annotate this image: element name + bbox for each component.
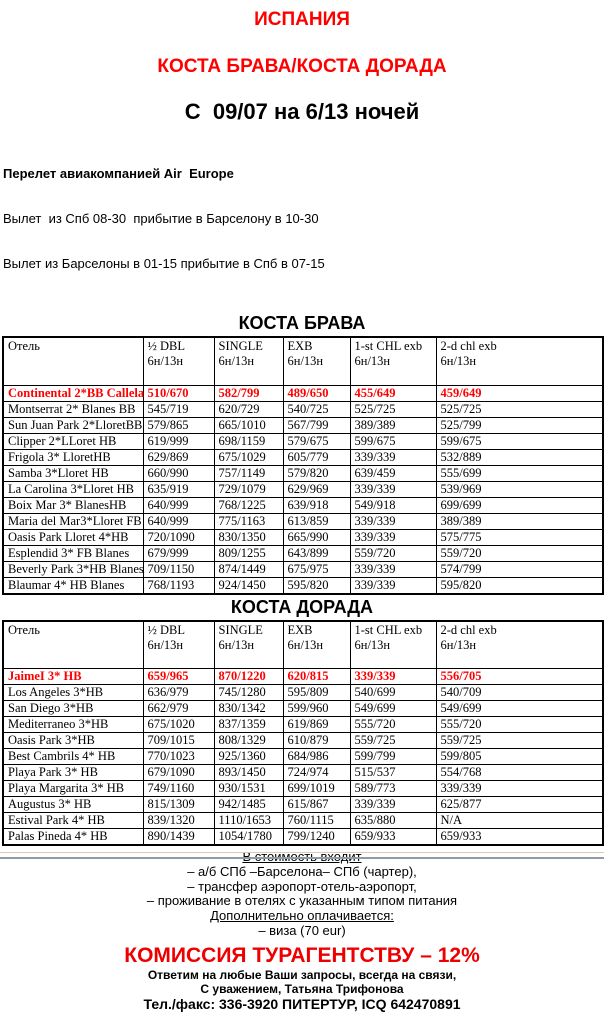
column-header: EXB 6н/13н bbox=[283, 337, 350, 385]
hotel-name-cell: Maria del Mar3*Lloret FB bbox=[3, 513, 143, 529]
price-cell: 556/705 bbox=[436, 669, 603, 685]
window-edge-line bbox=[0, 857, 604, 859]
hotel-name-cell: Oasis Park Lloret 4*HB bbox=[3, 529, 143, 545]
price-cell: 555/720 bbox=[436, 717, 603, 733]
price-cell: 599/960 bbox=[283, 701, 350, 717]
price-cell: 540/709 bbox=[436, 685, 603, 701]
price-cell: 605/779 bbox=[283, 449, 350, 465]
table-row bbox=[3, 449, 603, 465]
price-cell: 339/339 bbox=[350, 529, 436, 545]
hotel-name-cell: Esplendid 3* FB Blanes bbox=[3, 545, 143, 561]
table-row bbox=[3, 545, 603, 561]
price-cell: 389/389 bbox=[436, 513, 603, 529]
price-cell: 599/799 bbox=[350, 749, 436, 765]
table-row bbox=[3, 685, 603, 701]
price-cell: 635/919 bbox=[143, 481, 214, 497]
price-cell: 709/1150 bbox=[143, 561, 214, 577]
price-cell: 339/339 bbox=[350, 481, 436, 497]
price-cell: 599/675 bbox=[436, 433, 603, 449]
hotel-name-cell: Montserrat 2* Blanes BB bbox=[3, 401, 143, 417]
table-row bbox=[3, 401, 603, 417]
price-cell: 679/1090 bbox=[143, 765, 214, 781]
price-cell: 640/999 bbox=[143, 497, 214, 513]
price-cell: 629/969 bbox=[283, 481, 350, 497]
table-row bbox=[3, 577, 603, 594]
price-cell: 679/999 bbox=[143, 545, 214, 561]
region-title: КОСТА БРАВА/КОСТА ДОРАДА bbox=[157, 56, 447, 77]
price-cell: 757/1149 bbox=[214, 465, 283, 481]
inclusion-item: – трансфер аэропорт-отель-аэропорт, bbox=[187, 878, 417, 894]
costa-brava-table bbox=[2, 336, 604, 595]
column-header: ½ DBL 6н/13н bbox=[143, 337, 214, 385]
column-header: SINGLE 6н/13н bbox=[214, 621, 283, 669]
table-row bbox=[3, 765, 603, 781]
price-cell: 768/1225 bbox=[214, 497, 283, 513]
price-cell: 698/1159 bbox=[214, 433, 283, 449]
price-cell: 455/649 bbox=[350, 385, 436, 401]
price-cell: 549/699 bbox=[350, 701, 436, 717]
table-row bbox=[3, 733, 603, 749]
price-cell: 808/1329 bbox=[214, 733, 283, 749]
hotel-name-cell: Clipper 2*LLoret HB bbox=[3, 433, 143, 449]
price-cell: 540/699 bbox=[350, 685, 436, 701]
price-cell: 925/1360 bbox=[214, 749, 283, 765]
contact-signature: С уважением, Татьяна Трифонова bbox=[200, 981, 404, 996]
table-row bbox=[3, 513, 603, 529]
price-cell: 339/339 bbox=[350, 577, 436, 594]
column-header: SINGLE 6н/13н bbox=[214, 337, 283, 385]
price-cell: 559/720 bbox=[436, 545, 603, 561]
price-cell: 554/768 bbox=[436, 765, 603, 781]
table-header-row bbox=[3, 621, 603, 669]
price-cell: N/A bbox=[436, 813, 603, 829]
price-cell: 532/889 bbox=[436, 449, 603, 465]
price-cell: 662/979 bbox=[143, 701, 214, 717]
hotel-name-cell: Sun Juan Park 2*LloretBB bbox=[3, 417, 143, 433]
column-header: 1-st CHL exb 6н/13н bbox=[350, 621, 436, 669]
price-cell: 613/859 bbox=[283, 513, 350, 529]
costa-dorada-heading: КОСТА ДОРАДА bbox=[230, 596, 374, 617]
price-cell: 665/1010 bbox=[214, 417, 283, 433]
price-cell: 389/389 bbox=[350, 417, 436, 433]
hotel-name-cell: Best Cambrils 4* HB bbox=[3, 749, 143, 765]
dates-title: С 09/07 на 6/13 ночей bbox=[184, 99, 420, 124]
table-row bbox=[3, 701, 603, 717]
hotel-name-cell: Oasis Park 3*HB bbox=[3, 733, 143, 749]
airline-line: Перелет авиакомпанией Air Europe bbox=[3, 166, 234, 181]
price-cell: 643/899 bbox=[283, 545, 350, 561]
hotel-name-cell: Boix Mar 3* BlanesHB bbox=[3, 497, 143, 513]
price-cell: 619/999 bbox=[143, 433, 214, 449]
price-cell: 595/820 bbox=[436, 577, 603, 594]
table-row bbox=[3, 529, 603, 545]
price-cell: 684/986 bbox=[283, 749, 350, 765]
price-cell: 745/1280 bbox=[214, 685, 283, 701]
price-cell: 749/1160 bbox=[143, 781, 214, 797]
hotel-name-cell: Mediterraneo 3*HB bbox=[3, 717, 143, 733]
hotel-name-cell: Palas Pineda 4* HB bbox=[3, 829, 143, 846]
price-cell: 830/1342 bbox=[214, 701, 283, 717]
inclusion-item: – а/б СПб –Барселона– СПб (чартер), bbox=[187, 863, 417, 879]
column-header: Отель bbox=[3, 621, 143, 669]
hotel-name-cell: La Carolina 3*Lloret HB bbox=[3, 481, 143, 497]
price-cell: 1110/1653 bbox=[214, 813, 283, 829]
table-row bbox=[3, 717, 603, 733]
price-cell: 830/1350 bbox=[214, 529, 283, 545]
hotel-name-cell: Beverly Park 3*HB Blanes bbox=[3, 561, 143, 577]
table-row bbox=[3, 433, 603, 449]
price-cell: 525/799 bbox=[436, 417, 603, 433]
flight-info bbox=[3, 136, 604, 301]
column-header: EXB 6н/13н bbox=[283, 621, 350, 669]
costa-dorada-table bbox=[2, 620, 604, 847]
price-cell: 809/1255 bbox=[214, 545, 283, 561]
hotel-name-cell: Blaumar 4* HB Blanes bbox=[3, 577, 143, 594]
price-cell: 574/799 bbox=[436, 561, 603, 577]
price-cell: 729/1079 bbox=[214, 481, 283, 497]
price-cell: 1054/1780 bbox=[214, 829, 283, 846]
price-cell: 659/965 bbox=[143, 669, 214, 685]
price-cell: 549/699 bbox=[436, 701, 603, 717]
price-cell: 339/339 bbox=[350, 561, 436, 577]
price-cell: 629/869 bbox=[143, 449, 214, 465]
price-cell: 775/1163 bbox=[214, 513, 283, 529]
price-cell: 559/725 bbox=[436, 733, 603, 749]
table-row bbox=[3, 749, 603, 765]
price-cell: 582/799 bbox=[214, 385, 283, 401]
price-cell: 549/918 bbox=[350, 497, 436, 513]
inclusion-item: – проживание в отелях с указанным типом питания bbox=[146, 893, 458, 909]
price-cell: 339/339 bbox=[350, 449, 436, 465]
hotel-name-cell: Samba 3*Lloret HB bbox=[3, 465, 143, 481]
table-row bbox=[3, 781, 603, 797]
price-cell: 339/339 bbox=[350, 513, 436, 529]
additional-payment-item: – виза (70 eur) bbox=[258, 922, 346, 938]
price-cell: 839/1320 bbox=[143, 813, 214, 829]
price-cell: 760/1115 bbox=[283, 813, 350, 829]
table-header-row bbox=[3, 337, 603, 385]
price-cell: 567/799 bbox=[283, 417, 350, 433]
price-cell: 620/729 bbox=[214, 401, 283, 417]
price-cell: 599/675 bbox=[350, 433, 436, 449]
price-cell: 874/1449 bbox=[214, 561, 283, 577]
price-cell: 579/865 bbox=[143, 417, 214, 433]
departure-line: Вылет из Спб 08-30 прибытие в Барселону в 10-30 bbox=[3, 211, 319, 226]
hotel-name-cell: Continental 2*BB Callela bbox=[3, 385, 143, 401]
price-cell: 709/1015 bbox=[143, 733, 214, 749]
price-cell: 339/339 bbox=[436, 781, 603, 797]
table-row bbox=[3, 669, 603, 685]
table-row bbox=[3, 497, 603, 513]
hotel-name-cell: Estival Park 4* HB bbox=[3, 813, 143, 829]
price-cell: 942/1485 bbox=[214, 797, 283, 813]
price-cell: 539/969 bbox=[436, 481, 603, 497]
price-cell: 635/880 bbox=[350, 813, 436, 829]
price-cell: 770/1023 bbox=[143, 749, 214, 765]
table-row bbox=[3, 797, 603, 813]
price-cell: 893/1450 bbox=[214, 765, 283, 781]
price-cell: 640/999 bbox=[143, 513, 214, 529]
table-row bbox=[3, 561, 603, 577]
table-row bbox=[3, 813, 603, 829]
table-row bbox=[3, 385, 603, 401]
price-cell: 639/918 bbox=[283, 497, 350, 513]
price-cell: 636/979 bbox=[143, 685, 214, 701]
column-header: ½ DBL 6н/13н bbox=[143, 621, 214, 669]
price-cell: 579/675 bbox=[283, 433, 350, 449]
price-cell: 595/809 bbox=[283, 685, 350, 701]
price-cell: 768/1193 bbox=[143, 577, 214, 594]
price-cell: 339/339 bbox=[350, 797, 436, 813]
price-cell: 870/1220 bbox=[214, 669, 283, 685]
table-row bbox=[3, 417, 603, 433]
price-cell: 589/773 bbox=[350, 781, 436, 797]
price-cell: 555/720 bbox=[350, 717, 436, 733]
price-cell: 339/339 bbox=[350, 669, 436, 685]
price-cell: 525/725 bbox=[350, 401, 436, 417]
price-cell: 620/815 bbox=[283, 669, 350, 685]
contact-note: Ответим на любые Ваши запросы, всегда на связи, bbox=[147, 967, 457, 982]
price-cell: 575/775 bbox=[436, 529, 603, 545]
price-cell: 699/1019 bbox=[283, 781, 350, 797]
return-line: Вылет из Барселоны в 01-15 прибытие в Спб в 07-15 bbox=[3, 256, 325, 271]
price-cell: 930/1531 bbox=[214, 781, 283, 797]
column-header: 1-st CHL exb 6н/13н bbox=[350, 337, 436, 385]
price-cell: 595/820 bbox=[283, 577, 350, 594]
price-cell: 545/719 bbox=[143, 401, 214, 417]
column-header: Отель bbox=[3, 337, 143, 385]
hotel-name-cell: Playa Park 3* HB bbox=[3, 765, 143, 781]
country-title: ИСПАНИЯ bbox=[254, 9, 350, 30]
hotel-name-cell: Augustus 3* HB bbox=[3, 797, 143, 813]
table-row bbox=[3, 481, 603, 497]
price-cell: 659/933 bbox=[350, 829, 436, 846]
hotel-name-cell: JaimeI 3* HB bbox=[3, 669, 143, 685]
hotel-name-cell: Los Angeles 3*HB bbox=[3, 685, 143, 701]
inclusions-block bbox=[0, 850, 604, 939]
price-cell: 837/1359 bbox=[214, 717, 283, 733]
price-cell: 890/1439 bbox=[143, 829, 214, 846]
price-cell: 639/459 bbox=[350, 465, 436, 481]
price-cell: 724/974 bbox=[283, 765, 350, 781]
window-edge-line bbox=[0, 852, 604, 853]
price-cell: 540/725 bbox=[283, 401, 350, 417]
price-cell: 489/650 bbox=[283, 385, 350, 401]
table-row bbox=[3, 465, 603, 481]
additional-payments-header: Дополнительно оплачивается: bbox=[210, 908, 394, 924]
commission-line: КОМИССИЯ ТУРАГЕНТСТВУ – 12% bbox=[124, 943, 480, 967]
price-cell: 459/649 bbox=[436, 385, 603, 401]
price-cell: 579/820 bbox=[283, 465, 350, 481]
price-cell: 559/725 bbox=[350, 733, 436, 749]
price-cell: 619/869 bbox=[283, 717, 350, 733]
hotel-name-cell: San Diego 3*HB bbox=[3, 701, 143, 717]
hotel-name-cell: Playa Margarita 3* HB bbox=[3, 781, 143, 797]
price-cell: 675/1020 bbox=[143, 717, 214, 733]
table-row bbox=[3, 829, 603, 846]
costa-brava-heading: КОСТА БРАВА bbox=[238, 313, 366, 333]
price-cell: 699/699 bbox=[436, 497, 603, 513]
hotel-name-cell: Frigola 3* LloretHB bbox=[3, 449, 143, 465]
price-cell: 675/975 bbox=[283, 561, 350, 577]
price-cell: 515/537 bbox=[350, 765, 436, 781]
price-cell: 659/933 bbox=[436, 829, 603, 846]
price-cell: 665/990 bbox=[283, 529, 350, 545]
price-cell: 599/805 bbox=[436, 749, 603, 765]
price-cell: 815/1309 bbox=[143, 797, 214, 813]
price-cell: 675/1029 bbox=[214, 449, 283, 465]
price-cell: 615/867 bbox=[283, 797, 350, 813]
price-cell: 510/670 bbox=[143, 385, 214, 401]
price-cell: 625/877 bbox=[436, 797, 603, 813]
price-cell: 555/699 bbox=[436, 465, 603, 481]
price-cell: 924/1450 bbox=[214, 577, 283, 594]
price-cell: 525/725 bbox=[436, 401, 603, 417]
column-header: 2-d chl exb 6н/13н bbox=[436, 337, 603, 385]
price-cell: 720/1090 bbox=[143, 529, 214, 545]
price-cell: 660/990 bbox=[143, 465, 214, 481]
contact-block bbox=[0, 968, 604, 1012]
price-cell: 799/1240 bbox=[283, 829, 350, 846]
contact-phone: Тел./факс: 336-3920 ПИТЕРТУР, ICQ 642470891 bbox=[143, 995, 461, 1012]
column-header: 2-d chl exb 6н/13н bbox=[436, 621, 603, 669]
price-cell: 610/879 bbox=[283, 733, 350, 749]
price-cell: 559/720 bbox=[350, 545, 436, 561]
